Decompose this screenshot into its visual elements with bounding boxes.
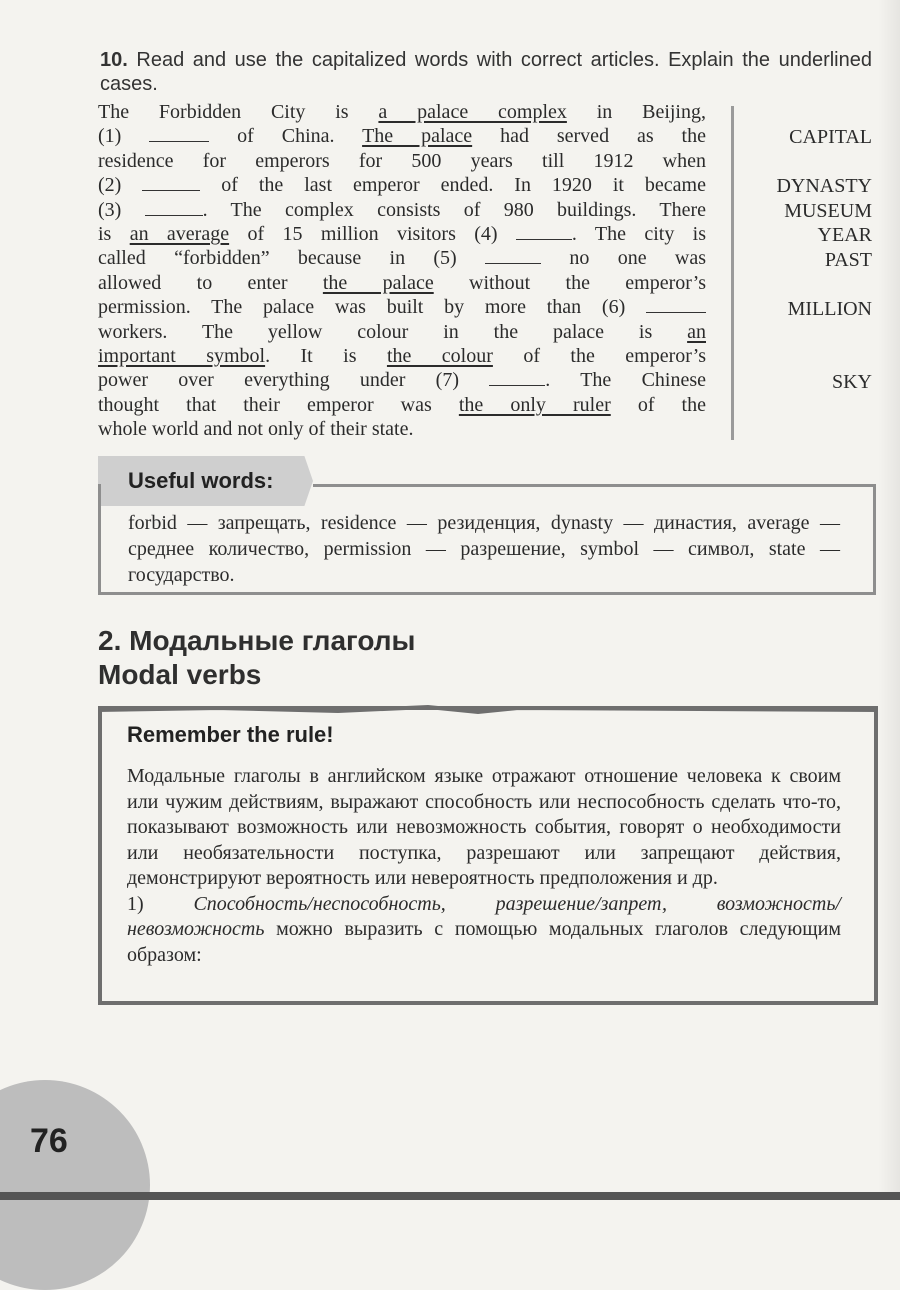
blank-6[interactable] bbox=[646, 296, 706, 313]
underlined-phrase: The palace bbox=[362, 125, 473, 148]
word-museum: MUSEUM bbox=[784, 200, 872, 222]
underlined-phrase: the palace bbox=[322, 271, 434, 294]
underlined-phrase: an bbox=[687, 320, 706, 343]
section-title-ru: 2. Модальные глаголы bbox=[98, 625, 416, 656]
underlined-phrase: important symbol bbox=[98, 345, 266, 368]
word-past: PAST bbox=[824, 249, 872, 271]
blank-1[interactable] bbox=[149, 125, 209, 142]
rule-italic-terms: Способность/неспособность, разрешение/запрет, возможность/невозможность bbox=[127, 892, 841, 940]
underlined-phrase: the only ruler bbox=[458, 393, 611, 416]
section-title bbox=[98, 624, 415, 692]
word-dynasty: DYNASTY bbox=[776, 175, 872, 197]
rule-paragraph-2: 1) Способность/неспособность, разрешение/запрет, возможность/невозможность можно выразить с помощью модальных глаголов следующим образом: bbox=[127, 892, 841, 966]
useful-words-text: forbid — запрещать, residence — резиденция, dynasty — династия, average — среднее количество, permission — разрешение, symbol — символ, state — государство. bbox=[128, 512, 840, 586]
task-instruction bbox=[100, 48, 878, 96]
page-edge-shadow bbox=[878, 0, 900, 1200]
task-text: Read and use the capitalized words with correct articles. Explain the underlined cases. bbox=[100, 49, 872, 95]
word-million: MILLION bbox=[787, 298, 872, 320]
bottom-edge bbox=[0, 1192, 900, 1200]
section-title-en: Modal verbs bbox=[98, 659, 262, 690]
blank-4[interactable] bbox=[516, 223, 572, 240]
page-number-circle bbox=[0, 1080, 150, 1290]
underlined-phrase: the colour bbox=[386, 345, 493, 368]
torn-edge bbox=[98, 700, 878, 722]
underlined-phrase: an average bbox=[129, 223, 230, 246]
word-capital: CAPITAL bbox=[789, 126, 872, 148]
blank-7[interactable] bbox=[489, 369, 545, 386]
underlined-phrase: a palace complex bbox=[378, 101, 567, 123]
task-number: 10. bbox=[100, 49, 128, 71]
rule-paragraph-1: Модальные глаголы в английском языке отражают отношение человека к своим или чужим действиям, выражают способность или неспособность сделать что-то, показывают возможность или невозможность события, говорят о необходимости или необязательности поступка, разрешают или запрещают действия, демонстрируют вероятность или невероятность предположения и др. bbox=[127, 765, 841, 889]
blank-2[interactable] bbox=[142, 174, 200, 191]
rule-text bbox=[127, 764, 841, 968]
word-year: YEAR bbox=[817, 224, 872, 246]
reading-passage: The Forbidden City is a palace complex in Beijing, (1) of China. The palace had served as the residence for emperors for 500 years till 1912 when (2) of the last emperor ended. In 1920 it became (3) . The complex consists of 980 buildings. There is an average of 15 million visitors (4) . The city is called “forbidden” because in (5) no one was allowed to enter the palace without the emperor’s permission. The palace was built by more than (6) workers. The yellow colour in the palace is an important symbol. It is the colour of the emperor’s power over everything under (7) . The Chinese thought that their emperor was the only ruler of the whole world and not only of their state. bbox=[98, 101, 707, 441]
blank-5[interactable] bbox=[485, 247, 541, 264]
page-number: 76 bbox=[30, 1122, 68, 1160]
word-sky: SKY bbox=[831, 371, 872, 393]
rule-title: Remember the rule! bbox=[127, 722, 334, 747]
column-divider bbox=[731, 106, 734, 440]
useful-words-title: Useful words: bbox=[128, 468, 274, 493]
blank-3[interactable] bbox=[145, 199, 203, 216]
